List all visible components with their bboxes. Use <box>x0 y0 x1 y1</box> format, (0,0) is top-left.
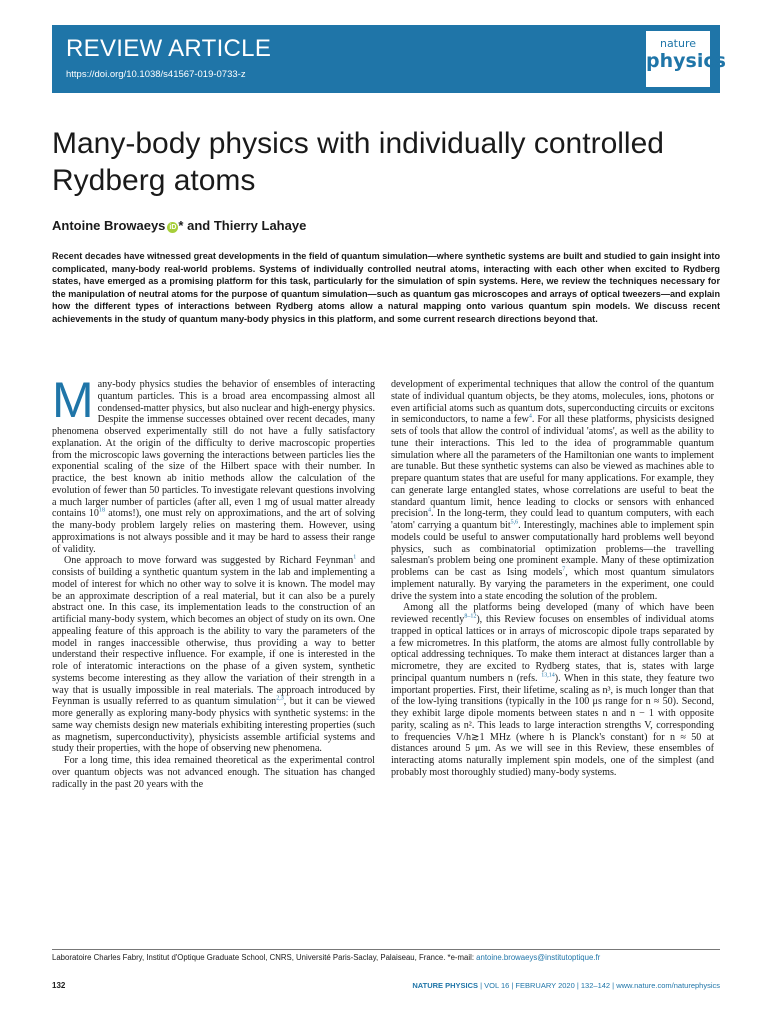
citation-ref[interactable]: 2,3 <box>276 695 284 702</box>
paragraph: For a long time, this idea remained theoretical as the experimental control over quantum objects was not advanced enough. The situation has changed radically in the past 20 years with the <box>52 755 375 790</box>
citation-ref[interactable]: 7 <box>562 566 566 573</box>
article-header-banner <box>52 25 726 93</box>
corresponding-mark: * <box>178 218 184 233</box>
page-number: 132 <box>52 981 66 990</box>
logo-line-2: physics <box>646 50 726 72</box>
paragraph: One approach to move forward was suggested by Richard Feynman$^1$ and consists of building a synthetic quantum system in the lab and implementing a model of interest for which no other way to solve it is known. The model may be an approximate description of a real material, but it can also be a purely abstract one. In this case, its implementation leads to the construction of an artificial many-body system, which becomes an object of study on its own. One appealing feature of this approach is the ability to vary the parameters of the model in ranges inaccessible otherwise, thus providing a way to better understand their respective influence. For example, if one is interested in the role of interatomic interactions on the phase of a given system, synthetic systems become interesting as they allow the variation of their strength in a way that is usually impossible in real materials. The approach introduced by Feynman is usually referred to as quantum simulation$^{2,3}$, but it can be viewed more generally as exploring many-body physics with synthetic systems: in the same way chemists design new materials exhibiting interesting properties (such as magnetism, superconductivity), physicists assemble artificial systems and study their properties, with the hope of observing new phenomena. <box>52 554 375 755</box>
citation-ref[interactable]: 4 <box>528 413 532 420</box>
doi-link[interactable]: https://doi.org/10.1038/s41567-019-0733-z <box>66 69 246 80</box>
author-1[interactable]: Antoine Browaeys <box>52 218 166 233</box>
article-type: REVIEW ARTICLE <box>66 35 272 62</box>
paragraph: Many-body physics studies the behavior of ensembles of interacting quantum particles. This is a broad area encompassing almost all condensed-matter physics, but also nuclear and high-energy physics. Despite the immense successes obtained over recent decades, many phenomena observed experimentally still do not have a fully satisfactory explanation. At the origin of the difficulty to derive macroscopic properties from the microscopic laws governing the interactions between particles lies the exponential scaling of the size of the Hilbert space with their number. In practice, the best known ab initio methods allow the calculation of the evolution of fewer than 50 particles. To investigate relevant questions involving a much larger number of particles (after all, even 1 mg of usual matter already contains $10^{18}$ atoms!), one must rely on approximations, and the art of solving the many-body problem largely relies on mastering them. However, using approximations is not always possible and it may be hard to assess their range of validity. <box>52 372 375 555</box>
drop-cap: M <box>52 372 94 428</box>
journal-logo <box>646 31 726 87</box>
article-title: Many-body physics with individually controlled Rydberg atoms <box>52 127 664 197</box>
author-list <box>52 218 306 233</box>
body-column-left <box>52 372 375 790</box>
citation-ref[interactable]: 4 <box>428 507 431 514</box>
citation-ref[interactable]: 5,6 <box>510 519 519 526</box>
citation-ref[interactable]: 1 <box>353 554 357 561</box>
author-2[interactable]: Thierry Lahaye <box>213 218 307 233</box>
journal-footer <box>412 981 720 990</box>
email-link[interactable]: antoine.browaeys@institutoptique.fr <box>476 953 601 962</box>
paragraph: development of experimental techniques that allow the control of the quantum state of individual quantum objects, be they atoms, molecules, ions, photons or even artificial atoms such as quantum dots, superconducting circuits or excitons in semiconductors, to name a few$^4$. For all these platforms, physicists designed sets of tools that allow the control of individual 'atoms', as well as the ability to tune their interactions. This led to the idea of programmable quantum simulation where all the parameters of the Hamiltonian one wants to implement are tunable. But these synthetic systems can also be viewed as machines able to prepare quantum states that are useful for many applications. For example, they can generate large entangled states, whose correlations are useful to beat the standard quantum limit, hence leading to clocks or sensors with enhanced precision$^4$. In the long-term, they could lead to quantum computers, with each 'atom' carrying a quantum bit$^{5,6}$. Interestingly, machines able to implement spin models could be useful to answer computationally hard problems well beyond physics, such as combinatorial optimization problems—the travelling salesman's problem being one prominent example. Many of these optimization problems can be cast as Ising models$^7$, which most quantum simulators implement naturally. By varying the parameters in the experiment, one could drive the system into a state encoding the solution of the problem. <box>391 379 715 602</box>
body-column-right <box>391 379 714 779</box>
citation-ref[interactable]: 8–12 <box>464 613 477 620</box>
orcid-icon[interactable]: iD <box>169 224 177 231</box>
citation-ref[interactable]: 13,14 <box>541 672 555 679</box>
affiliation-note: Laboratoire Charles Fabry, Institut d'Optique Graduate School, CNRS, Université Paris-Saclay, Palaiseau, France. *e-mail: antoine.browaeys@institutoptique.fr <box>52 953 601 962</box>
footnote-divider <box>52 949 720 950</box>
superscript: 18 <box>98 507 105 514</box>
journal-name: NATURE PHYSICS <box>412 981 479 990</box>
paragraph: Among all the platforms being developed (many of which have been reviewed recently$^{8-12}$), this Review focuses on ensembles of individual atoms trapped in optical lattices or in arrays of microscopic dipole traps separated by a few micrometres. In this platform, the atoms are almost fully controllable by optical addressing techniques. To make them interact at distances larger than a micrometre, they are excited to Rydberg states, that is, states with large principal quantum numbers n (refs. $^{13,14}$). When in this state, they feature two important properties. First, their lifetime, scaling as n³, is much longer than that of the low-lying transitions (typically in the 100 μs range for n ≈ 50). Second, they exhibit large dipole moments between states n and n − 1 with opposite parity, scaling as n². This leads to large interaction strengths V, corresponding to frequencies V/h≳1 MHz (where h is Planck's constant) for n ≈ 50 at distances around 5 μm. As we will see in this Review, these ensembles of interacting atoms naturally implement spin models, one of the simplest (and probably most thoroughly studied) many-body systems. <box>391 602 714 778</box>
issue-details[interactable]: | VOL 16 | FEBRUARY 2020 | 132–142 | www.nature.com/naturephysics <box>478 981 720 990</box>
logo-line-1: nature <box>659 37 697 50</box>
abstract: Recent decades have witnessed great developments in the field of quantum simulation—where synthetic systems are built and studied to gain insight into complicated, many-body real-world problems. Systems of individually controlled neutral atoms, interacting with each other when excited to Rydberg states, have emerged as a promising platform for this task, particularly for the simulation of spin systems. Here, we review the techniques necessary for the manipulation of neutral atoms for the purpose of quantum simulation—such as quantum gas microscopes and arrays of optical tweezers—and explain how the different types of interactions between Rydberg atoms allow a natural mapping onto various quantum spin models. We discuss recent achievements in the study of quantum many-body physics in this platform, and some current research directions beyond that. <box>52 251 720 324</box>
author-conjunction: and <box>183 218 214 233</box>
